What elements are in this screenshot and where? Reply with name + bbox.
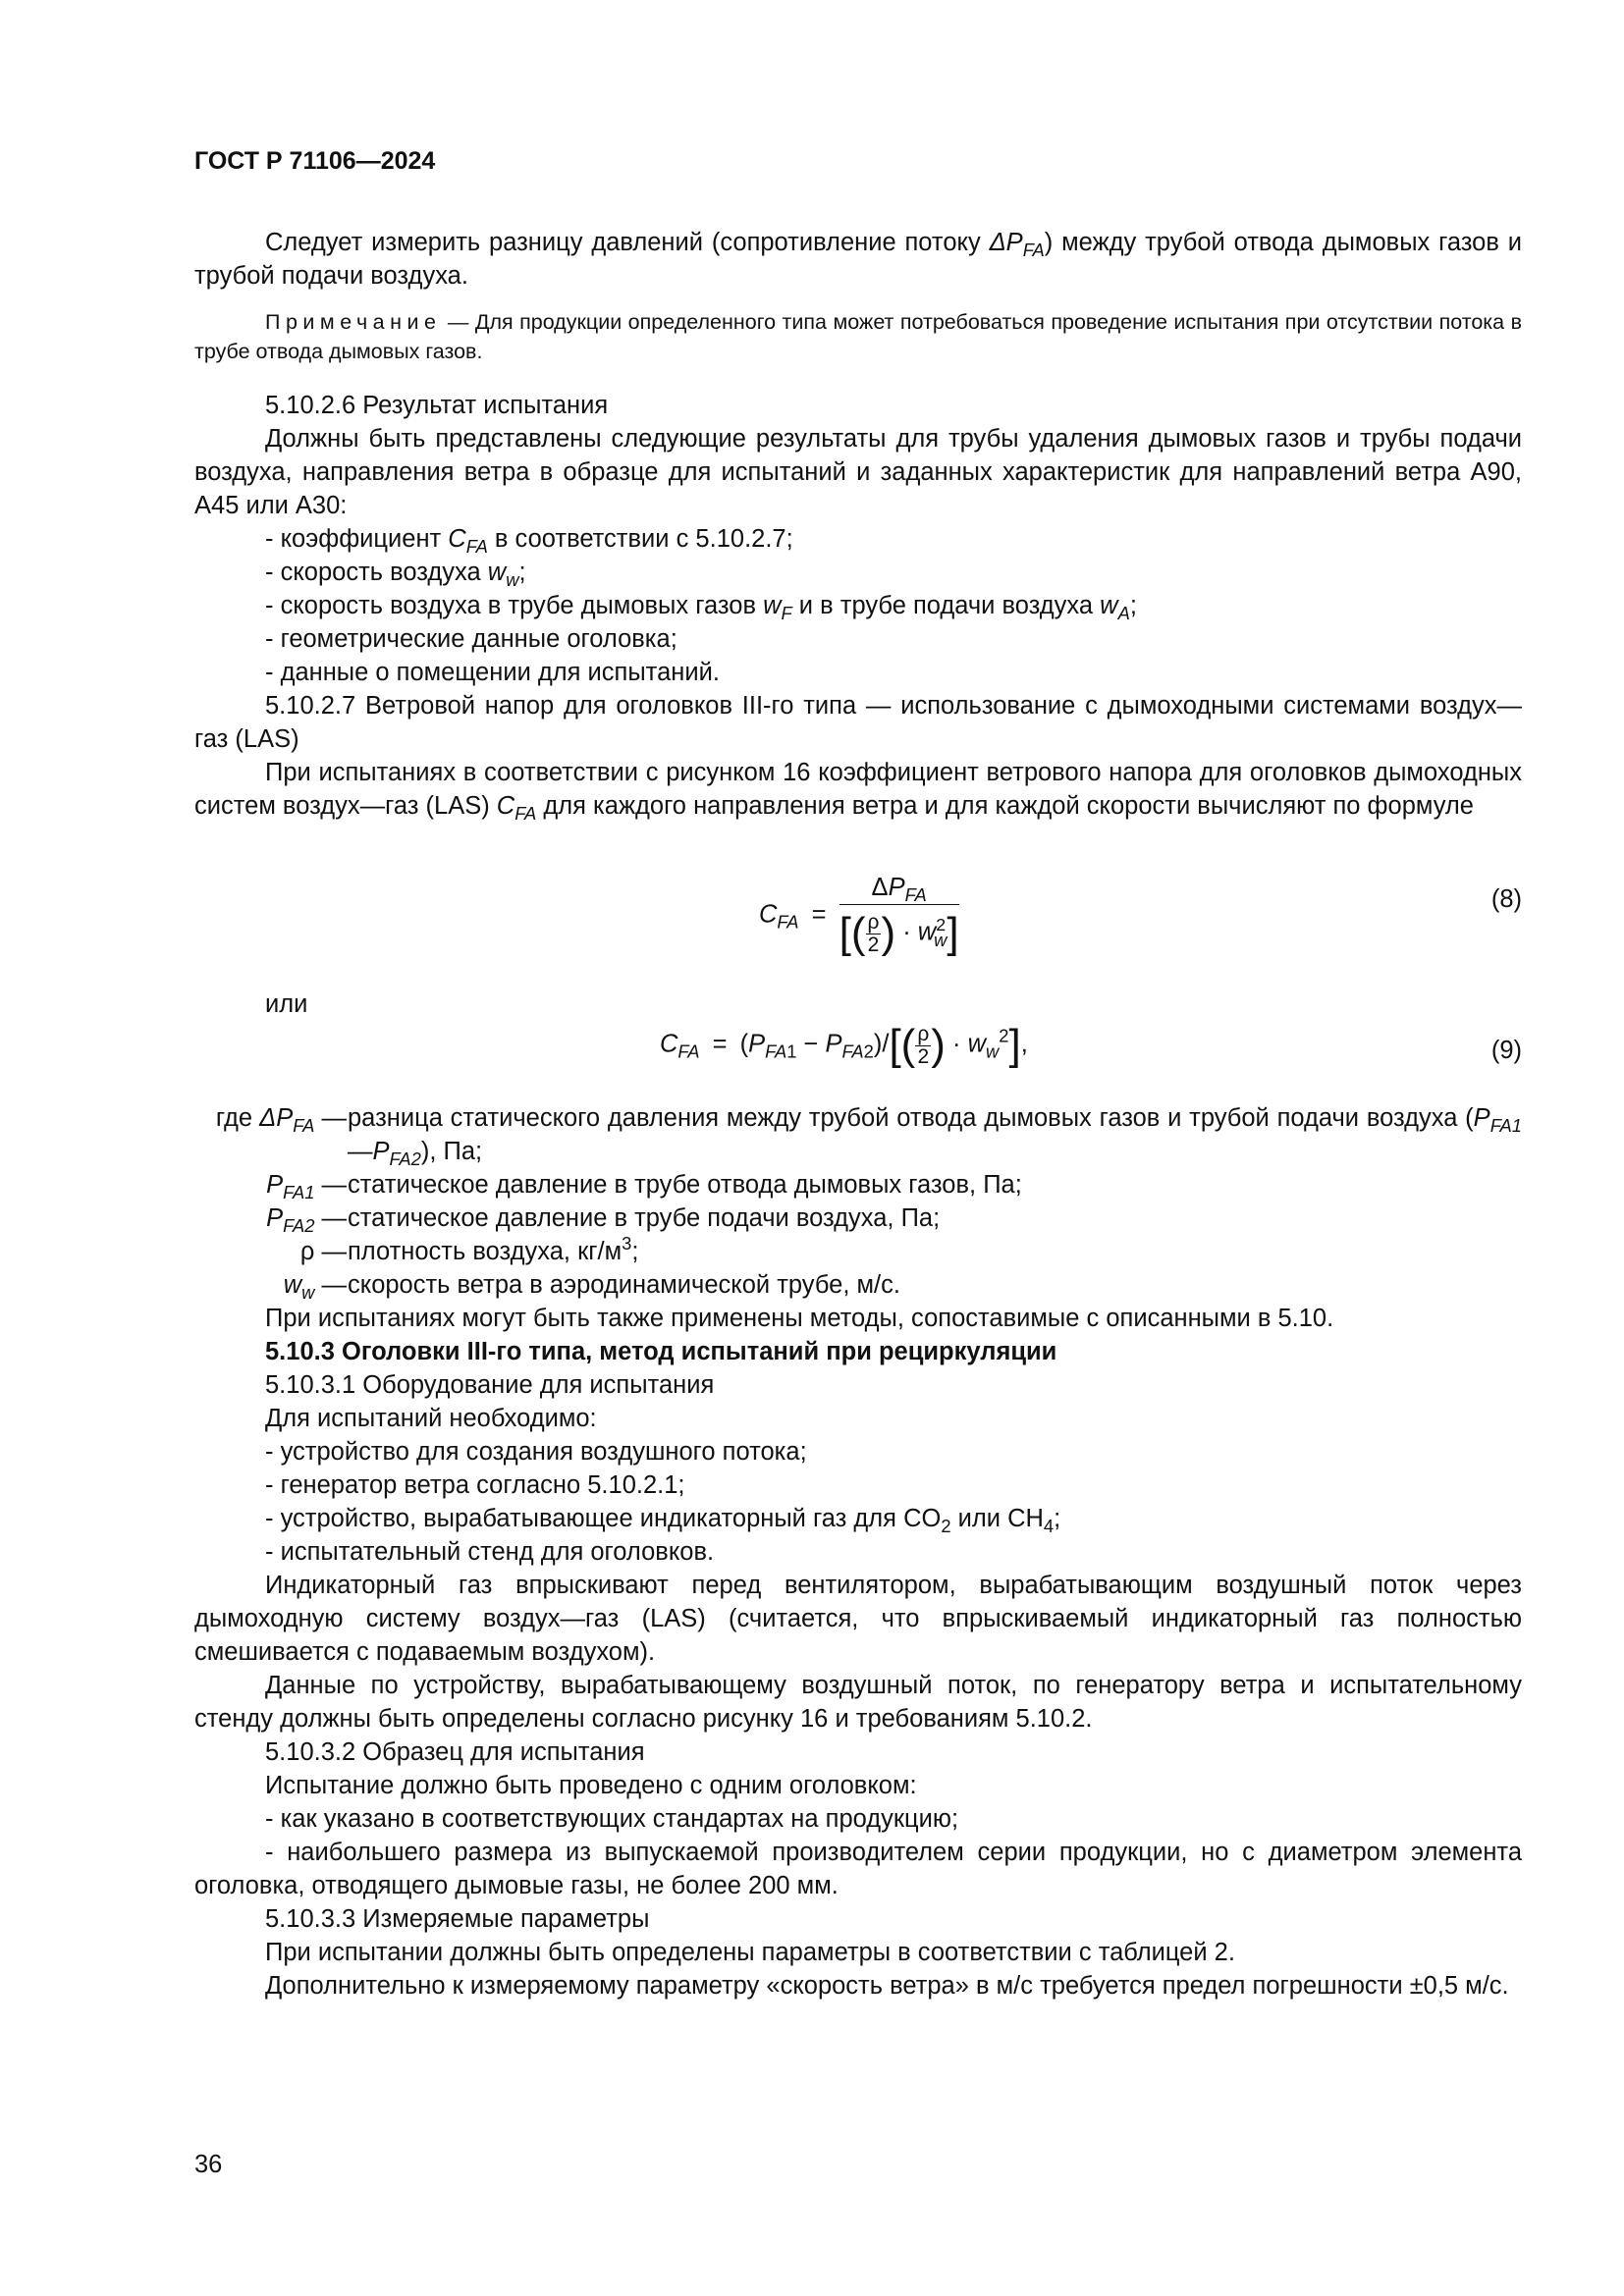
section-intro-5-10-3-1: Для испытаний необходимо:	[265, 1405, 597, 1432]
list-item: - наибольшего размера из выпускаемой производителем серии продукции, но с диаметром элемента оголовка, отводящего дымовые газы, не более 200 мм.	[194, 1839, 1522, 1899]
where-block	[0, 1101, 1624, 1317]
where-symbol: $P_{FA2}$ —	[266, 1204, 347, 1236]
note-text: — Для продукции определенного типа может потребоваться проведение испытания при отсутствии потока в трубе отвода дымовых газов.	[194, 310, 1522, 363]
where-description: статическое давление в трубе отвода дымовых газов, Па;	[348, 1171, 1022, 1199]
section-heading-5-10-2-7: 5.10.2.7 Ветровой напор для оголовков III-го типа — использование с дымоходными системами воздух—газ (LAS)	[194, 692, 1522, 753]
intro-text-a: Следует измерить разницу давлений (сопротивление потоку	[265, 229, 990, 256]
intro-text-b: ) между трубой отвода дымовых газов и трубой подачи воздуха.	[194, 229, 1523, 290]
list-item: - устройство, вырабатывающее индикаторный газ для $CO_2$ или $CH_4$;	[265, 1505, 1061, 1536]
page-number: 36	[194, 2151, 223, 2178]
section-text-5-10-2-6: Должны быть представлены следующие результаты для трубы удаления дымовых газов и трубы подачи воздуха, направления ветра в образце для испытаний и заданных характеристик для направлений ветра А90, А45 или А30:	[194, 425, 1522, 519]
where-description: разница статического давления между трубой отвода дымовых газов и трубой подачи воздуха $(P_{FA1}—P_{FA2})$, Па;	[348, 1104, 1522, 1169]
section-heading-5-10-3: 5.10.3 Оголовки III-го типа, метод испытаний при рециркуляции	[265, 1338, 1057, 1365]
formula-8: $C_{FA}$ = $\Delta P_{FA}$ [( $\frac{\rho}{2}$ ) · $w^2_w$]	[759, 874, 959, 957]
paragraph-device-data: Данные по устройству, вырабатывающему воздушный поток, по генератору ветра и испытательному стенду должны быть определены согласно рисунку 16 и требованиям 5.10.2.	[194, 1672, 1522, 1733]
list-item: - устройство для создания воздушного потока;	[265, 1438, 807, 1466]
list-item: - скорость воздуха в трубе дымовых газов $w_F$ и в трубе подачи воздуха $w_A$;	[265, 592, 1137, 623]
where-description: плотность воздуха, $кг/м^3$;	[348, 1232, 639, 1265]
section-text-5-10-3-3: При испытании должны быть определены параметры в соответствии с таблицей 2.	[265, 1939, 1235, 1966]
section-text-5-10-2-7: При испытаниях в соответствии с рисунком 16 коэффициент ветрового напора для оголовков дымоходных систем воздух—газ (LAS) $C_{FA}$ для каждого направления ветра и для каждой скорости вычисляют по формуле	[194, 759, 1522, 824]
intro-symbol: $\Delta P_{FA}$	[989, 229, 1045, 260]
where-symbol: ρ —	[299, 1238, 347, 1265]
list-item: - коэффициент $C_{FA}$ в соответствии с 5.10.2.7;	[265, 525, 793, 557]
formula-9: $C_{FA} = (P_{FA1} - P_{FA2})/$[( $\frac{\rho}{2}$ ) · $w_w^2$],	[660, 1021, 1028, 1069]
list-item: - скорость воздуха $w_w$;	[265, 559, 526, 590]
list-item: - как указано в соответствующих стандартах на продукцию;	[265, 1805, 959, 1833]
section-heading-5-10-2-6: 5.10.2.6 Результат испытания	[265, 392, 609, 419]
section-intro-5-10-3-2: Испытание должно быть проведено с одним оголовком:	[265, 1772, 917, 1799]
section-heading-5-10-3-3: 5.10.3.3 Измеряемые параметры	[265, 1905, 650, 1933]
formula-8-fraction: $\Delta P_{FA}$ [( $\frac{\rho}{2}$ ) · $w^2_w$]	[839, 874, 959, 957]
intro-paragraph	[194, 226, 1522, 293]
list-item: - геометрические данные оголовка;	[265, 625, 677, 653]
note-label: Примечание	[265, 310, 442, 334]
section-text-5-10-3-3-extra: Дополнительно к измеряемому параметру «скорость ветра» в м/с требуется предел погрешности ±0,5 м/с.	[265, 1972, 1509, 2000]
or-text: или	[265, 990, 308, 1018]
list-item: - данные о помещении для испытаний.	[265, 659, 720, 686]
after-where-text: При испытаниях могут быть также применены методы, сопоставимые с описанными в 5.10.	[265, 1305, 1334, 1332]
standard-header: ГОСТ Р 71106—2024	[194, 147, 436, 175]
where-description: скорость ветра в аэродинамической трубе, м/с.	[348, 1271, 900, 1299]
where-symbol: $P_{FA1}$ —	[266, 1171, 347, 1202]
list-item: - испытательный стенд для оголовков.	[265, 1538, 715, 1566]
where-description: статическое давление в трубе подачи воздуха, Па;	[348, 1204, 941, 1232]
paragraph-indicator-gas: Индикаторный газ впрыскивают перед вентилятором, вырабатывающим воздушный поток через дымоходную систему воздух—газ (LAS) (считается, что впрыскиваемый индикаторный газ полностью смешивается с подаваемым воздухом).	[194, 1572, 1522, 1666]
section-heading-5-10-3-2: 5.10.3.2 Образец для испытания	[265, 1738, 645, 1766]
where-symbol: $w_w$ —	[283, 1271, 347, 1303]
where-symbol: где $\Delta P_{FA}$ —	[215, 1104, 347, 1136]
note-paragraph	[194, 307, 1522, 366]
section-heading-5-10-3-1: 5.10.3.1 Оборудование для испытания	[265, 1371, 715, 1399]
list-item: - генератор ветра согласно 5.10.2.1;	[265, 1471, 685, 1499]
formula-9-number: (9)	[1490, 1037, 1522, 1064]
formula-8-number: (8)	[1490, 885, 1522, 913]
